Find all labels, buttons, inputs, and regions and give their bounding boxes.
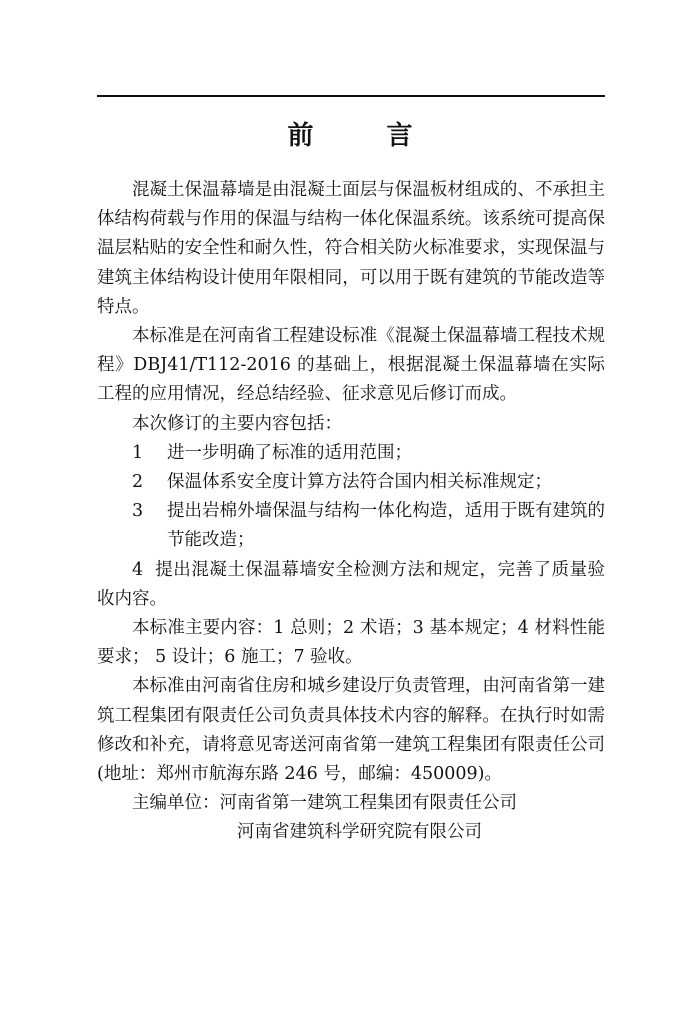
revision-item-3: [97, 497, 605, 555]
revision-item-number: 3: [132, 501, 144, 522]
paragraph-contents: 本标准主要内容：1 总则；2 术语；3 基本规定；4 材料性能要求； 5 设计；6 施工；7 验收。: [97, 618, 605, 668]
paragraph-revision-intro: 本次修订的主要内容包括：: [132, 413, 342, 434]
page-heading: 前 言: [287, 121, 445, 151]
revision-item-text: 提出岩棉外墙保温与结构一体化构造，适用于既有建筑的节能改造；: [167, 501, 605, 551]
chief-editor-line: [97, 789, 605, 818]
revision-item-4: [97, 556, 605, 614]
revision-item-number: 2: [132, 472, 144, 493]
revision-item-1: [97, 439, 605, 468]
paragraph-management: 本标准由河南省住房和城乡建设厅负责管理，由河南省第一建筑工程集团有限责任公司负责具体技术内容的解释。在执行时如需修改和补充，请将意见寄送河南省第一建筑工程集团有限责任公司(地址：郑州市航海东路 246 号，邮编：450009)。: [97, 676, 605, 785]
paragraph-intro: 混凝土保温幕墙是由混凝土面层与保温板材组成的、不承担主体结构荷载与作用的保温与结构一体化保温系统。该系统可提高保温层粘贴的安全性和耐久性，符合相关防火标准要求，实现保温与建筑主体结构设计使用年限相同，可以用于既有建筑的节能改造等特点。: [97, 180, 605, 317]
chief-editor-unit-1: 河南省第一建筑工程集团有限责任公司: [219, 793, 517, 814]
revision-item-text: 进一步明确了标准的适用范围；: [167, 442, 412, 463]
revision-item-number: 4: [132, 559, 144, 580]
paragraph-basis: 本标准是在河南省工程建设标准《混凝土保温幕墙工程技术规程》DBJ41/T112-2016 的基础上，根据混凝土保温幕墙在实际工程的应用情况，经总结经验、征求意见后修订而成。: [97, 326, 605, 405]
revision-item-number: 1: [132, 442, 144, 463]
chief-editor-label: 主编单位：: [132, 793, 220, 814]
revision-item-2: [97, 468, 605, 497]
top-rule: [97, 95, 605, 97]
revision-item-text: 提出混凝土保温幕墙安全检测方法和规定，完善了质量验收内容。: [97, 559, 605, 609]
chief-editor-unit-2: 河南省建筑科学研究院有限公司: [237, 822, 482, 843]
revision-item-text: 保温体系安全度计算方法符合国内相关标准规定；: [167, 472, 552, 493]
body-text: [97, 176, 605, 848]
